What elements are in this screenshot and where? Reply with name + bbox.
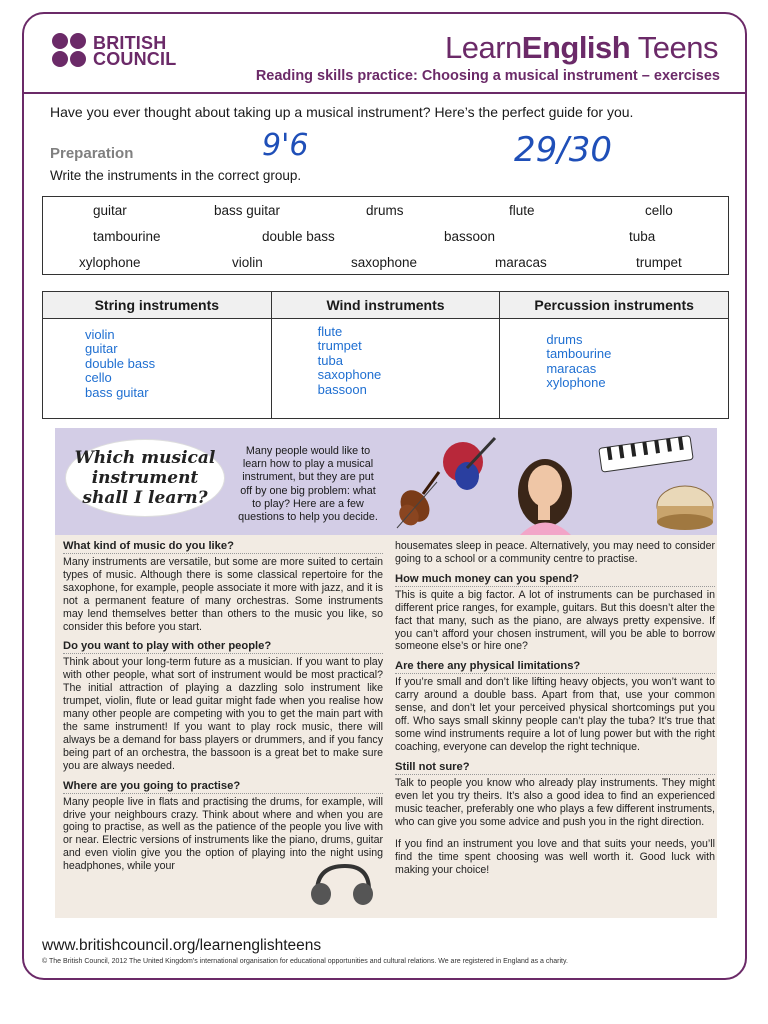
title-speech-bubble	[65, 439, 225, 517]
learnenglish-teens-logo	[445, 30, 718, 66]
preparation-instruction: Write the instruments in the correct group.	[50, 168, 302, 183]
answer-item: tambourine	[546, 346, 612, 362]
word-bank-item: bassoon	[444, 229, 496, 244]
reading-article	[55, 428, 717, 918]
violin-icon	[395, 472, 439, 529]
section-heading: Still not sure?	[395, 761, 715, 775]
article-banner	[55, 428, 717, 535]
answer-item: double bass	[85, 355, 156, 371]
section-body-continued: housemates sleep in peace. Alternatively, you may need to consider going to a school or a community centre to practise.	[395, 540, 715, 565]
section-body: Talk to people you know who already play instruments. They might even let you try theirs. It’s also a good idea to find an experienced music teacher, preferably one who plays a few different instruments, who can give you some advice and push you in the right direction.	[395, 776, 715, 828]
callout-line: Which musical	[74, 448, 216, 468]
instrument-groups-table	[42, 291, 729, 419]
preparation-heading: Preparation	[50, 145, 134, 162]
handwritten-note-score: 9'6	[262, 128, 309, 163]
answer-item: guitar	[85, 341, 118, 357]
drum-icon	[657, 486, 713, 530]
word-bank-item: tambourine	[93, 229, 161, 244]
keyboard-icon	[599, 436, 693, 473]
word-bank-item: saxophone	[351, 255, 418, 270]
answer-item: violin	[85, 327, 115, 342]
section-heading: Do you want to play with other people?	[63, 640, 383, 654]
word-bank-item: guitar	[93, 203, 127, 218]
footer-copyright: © The British Council, 2012 The United Kingdom’s international organisation for educational opportunities and cultural relations. We are registered in England as a charity.	[42, 958, 568, 965]
header-rule	[22, 92, 747, 94]
word-bank-item: tuba	[629, 229, 656, 244]
group-answers[interactable]	[546, 333, 611, 391]
group-percussion	[500, 292, 728, 418]
british-council-logo	[52, 33, 176, 68]
answer-item: maracas	[546, 360, 597, 376]
answer-item: bass guitar	[85, 384, 149, 400]
intro-text: Have you ever thought about taking up a musical instrument? Here’s the perfect guide for you.	[50, 104, 634, 120]
section-heading: Are there any physical limitations?	[395, 660, 715, 674]
section-body: If you’re small and don’t like lifting heavy objects, you won’t want to carry around a double bass. Apart from that, use your common sense, and don’t let your perceived physical shortcomings put you off. Who says small skinny people can’t play the tuba? It’s true that some wind instruments require a lot of lung power but with the right coaching, everyone can develop the right technique.	[395, 676, 715, 753]
section-body: If you find an instrument you love and that suits your needs, you’ll find the time spent choosing was well worth it. Good luck with making your choice!	[395, 838, 715, 877]
section-heading: What kind of music do you like?	[63, 540, 383, 554]
answer-item: saxophone	[317, 367, 382, 383]
handwritten-note-total: 29/30	[514, 130, 612, 170]
instrument-illustrations	[395, 428, 715, 535]
headphones-icon	[305, 862, 375, 906]
group-answers[interactable]	[318, 325, 382, 397]
word-bank	[42, 196, 729, 275]
worksheet-subtitle: Reading skills practice: Choosing a musical instrument – exercises	[255, 68, 720, 84]
section-body: This is quite a big factor. A lot of instruments can be purchased in different price ranges, for example, guitars. But this doesn’t alter the fact that many, such as the piano, are always pretty expensive. If you can’t afford your chosen instrument, will you be able to borrow someone else’s or hire one?	[395, 588, 715, 653]
logo-line-1: BRITISH	[93, 32, 167, 53]
guitar-icon	[443, 438, 495, 490]
girl-icon	[518, 459, 572, 535]
section-body: Many instruments are versatile, but some are more suited to certain types of music. Although there is some classical repertoire for the saxophone, for example, people associate it more with jazz, and it is not a permanent feature of many orchestras. Some instruments may lend themselves better than others to the music you like, so consider this before you start.	[63, 556, 383, 633]
logo-learn: Learn	[444, 30, 522, 65]
answer-item: drums	[546, 332, 583, 347]
article-column-right	[395, 540, 715, 884]
answer-item: trumpet	[317, 338, 362, 354]
answer-item: tuba	[317, 352, 343, 368]
callout-line: instrument	[91, 468, 199, 488]
callout-line: shall I learn?	[82, 488, 208, 508]
answer-item: xylophone	[546, 375, 606, 391]
section-heading: How much money can you spend?	[395, 573, 715, 587]
word-bank-item: maracas	[495, 255, 547, 270]
word-bank-item: cello	[645, 203, 673, 218]
banner-intro: Many people would like to learn how to play a musical instrument, but they are put off by one big problem: what to play? Here are a few questions to help you decide.	[238, 445, 378, 524]
logo-teens: Teens	[630, 30, 718, 65]
word-bank-item: violin	[232, 255, 263, 270]
group-wind	[272, 292, 501, 418]
article-column-left	[63, 540, 383, 880]
answer-item: cello	[85, 370, 112, 386]
logo-line-2: COUNCIL	[93, 48, 177, 69]
word-bank-item: xylophone	[79, 255, 141, 270]
section-body: Many people live in flats and practising the drums, for example, will drive your neighbours crazy. Think about where and when you are going to practise, as well as the patience of the people you live with or near. Electric versions of instruments like the piano, drums, guitar and even violin give you the option of playing into the night using headphones, while your	[63, 795, 383, 873]
answer-item: flute	[317, 324, 343, 339]
word-bank-item: trumpet	[636, 255, 682, 270]
group-heading: Wind instruments	[272, 292, 500, 319]
word-bank-item: drums	[366, 203, 404, 218]
group-answers[interactable]	[85, 328, 155, 400]
british-council-dots-icon	[52, 33, 87, 68]
footer-url-link[interactable]: www.britishcouncil.org/learnenglishteens	[42, 937, 322, 954]
group-heading: Percussion instruments	[500, 292, 728, 319]
group-heading: String instruments	[43, 292, 271, 319]
word-bank-item: bass guitar	[214, 203, 281, 218]
section-body: Think about your long-term future as a musician. If you want to play with other people, what sort of instrument would be most practical? The initial attraction of playing a dazzling solo instrument like trumpet, violin, flute or lead guitar might fade when you realise how many other people are competing with you to get the main part with the same instrument! If you want to play rock music, there will always be a demand for bass players or drummers, and if you fancy being part of an orchestra, the bassoon is a great bet to make sure you are always needed.	[63, 656, 383, 772]
section-heading: Where are you going to practise?	[63, 780, 383, 794]
logo-english: English	[521, 30, 631, 65]
word-bank-item: double bass	[262, 229, 335, 244]
group-string	[43, 292, 272, 418]
answer-item: bassoon	[317, 381, 367, 397]
word-bank-item: flute	[509, 203, 535, 218]
